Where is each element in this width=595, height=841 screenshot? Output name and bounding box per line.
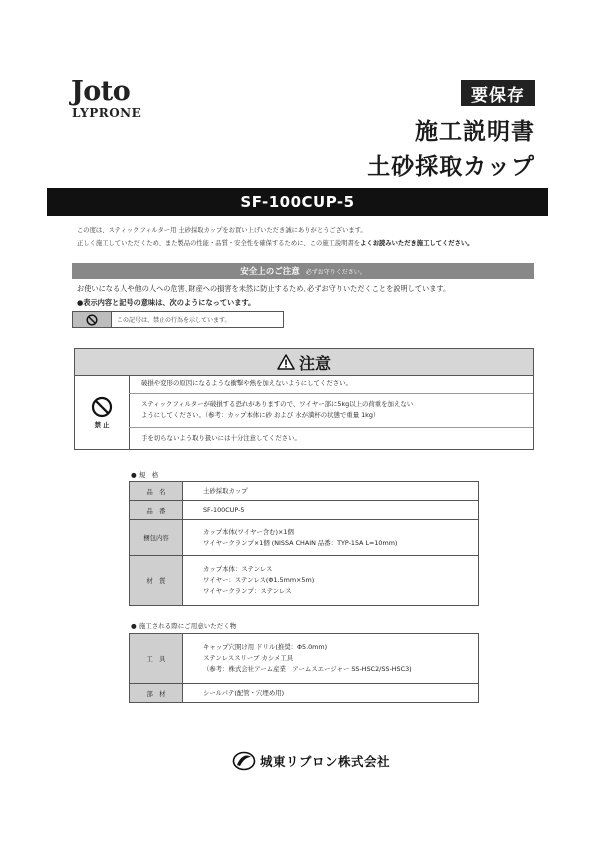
prohibit-label: 禁 止 <box>94 421 110 429</box>
safety-heading-bar <box>72 263 534 279</box>
document-title: 施工説明書 <box>415 119 535 145</box>
spec-value-line: ワイヤークランプ×1個 (NISSA CHAIN 品番：TYP-15A L=10mm) <box>203 538 398 547</box>
table-row <box>130 556 479 606</box>
legend-text: この記号は、禁止の行為を示しています。 <box>117 317 231 324</box>
caution-item-line: ようにしてください。（参考：カップ本体に砂 および 水が満杯の状態で重量 1kg） <box>141 411 380 420</box>
spec-value <box>183 482 479 501</box>
spec-key: 品 名 <box>130 482 183 501</box>
company-name: 城東リブロン株式会社 <box>260 754 391 769</box>
spec-key: 梱包内容 <box>130 520 183 556</box>
caution-item-line: スティックフィルターが破損する恐れがありますので、ワイヤー部に5kg以上の荷重を加えない <box>141 400 414 408</box>
caution-item: 破損や変形の原因になるような衝撃や熱を加えないようにしてください。 <box>129 375 533 394</box>
prep-value <box>183 634 479 684</box>
prep-key: 工 具 <box>130 634 183 684</box>
spec-value <box>183 520 479 556</box>
spec-value-line: カップ本体(ワイヤー含む)×1個 <box>203 527 294 536</box>
table-row <box>130 684 479 703</box>
caution-box <box>74 348 534 450</box>
warning-triangle-icon <box>277 354 295 370</box>
brand-logo-subtitle: LYPRONE <box>72 106 142 120</box>
safety-heading: 安全上のご注意 <box>240 267 300 277</box>
table-row <box>130 501 479 520</box>
prep-value <box>183 684 479 703</box>
legend-box <box>72 311 284 328</box>
prohibition-icon <box>73 312 112 327</box>
spec-value-line: SF-100CUP-5 <box>203 505 245 514</box>
intro-line-2-text: 正しく施工していただくため、また製品の性能・品質・安全性を確保するために、この施工説明書を <box>77 240 361 247</box>
table-row <box>130 520 479 556</box>
caution-header <box>75 349 533 376</box>
prep-value-line: シールパテ(配管・穴埋め用) <box>203 688 285 697</box>
model-number-bar: SF-100CUP-5 <box>47 188 548 216</box>
company-footer <box>232 751 390 771</box>
spec-value-line: ワイヤークランプ：ステンレス <box>203 586 292 595</box>
safety-heading-sub: 必ずお守りください。 <box>305 268 366 276</box>
symbol-note: ●表示内容と記号の意味は、次のようになっています。 <box>77 298 256 307</box>
intro-line-2-emphasis: よくお読みいただき施工してください。 <box>360 240 474 247</box>
prep-value-line: キャップ穴開け用 ドリル(推奨：Φ5.0mm) <box>203 643 328 652</box>
product-title: 土砂採取カップ <box>367 154 535 180</box>
safety-description: お使いになる人や他の人への危害､財産への損害を未然に防止するため､必ずお守りいただくことを説明しています。 <box>77 284 451 293</box>
spec-key: 材 質 <box>130 556 183 606</box>
spec-section-title: ● 規 格 <box>131 471 159 479</box>
prep-section-title: ● 施工される際にご用意いただく物 <box>131 622 237 630</box>
spec-value-line: 土砂採取カップ <box>203 486 248 495</box>
table-row <box>130 482 479 501</box>
prohibition-icon <box>91 396 113 418</box>
spec-value-line: ワイヤー：ステンレス(Φ1.5mm×5m) <box>203 576 315 585</box>
spec-value-line: カップ本体：ステンレス <box>203 565 273 574</box>
prep-value-line: （参考：株式会社アーム産業 アームスエージャー SS-HSC2/SS-HSC3) <box>203 664 412 673</box>
prep-value-line: ステンレススリーブ カシメ工具 <box>203 654 294 663</box>
table-row <box>130 634 479 684</box>
prep-key: 部 材 <box>130 684 183 703</box>
spec-value <box>183 556 479 606</box>
prohibit-cell <box>75 375 130 449</box>
spec-key: 品 番 <box>130 501 183 520</box>
brand-logo: Joto <box>71 76 131 107</box>
caution-item: 手を切らないよう取り扱いには十分注意してください。 <box>141 433 301 442</box>
caution-item <box>129 394 533 428</box>
spec-table <box>129 481 479 606</box>
prep-table <box>129 633 479 703</box>
company-logo-icon <box>232 751 256 771</box>
spec-value <box>183 501 479 520</box>
caution-title: 注意 <box>298 353 331 373</box>
intro-line-1: この度は、スティックフィルター用 土砂採取カップをお買い上げいただき誠にありがとうございます。 <box>77 227 367 234</box>
intro-line-2 <box>77 238 473 247</box>
keep-badge: 要保存 <box>461 80 535 106</box>
